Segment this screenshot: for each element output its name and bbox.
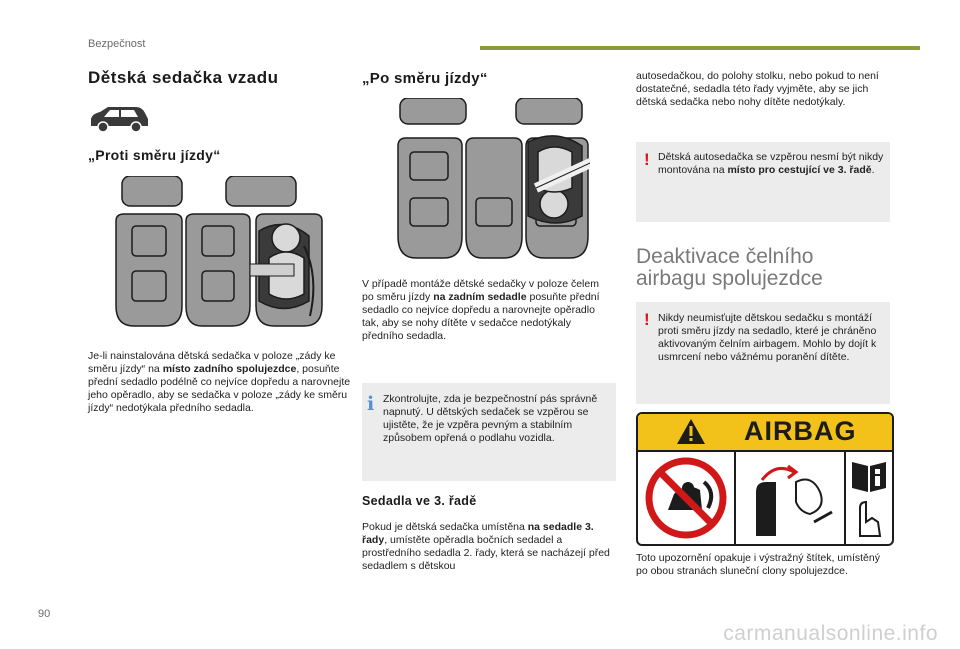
subtitle-rear-facing: „Proti směru jízdy“ bbox=[88, 147, 221, 163]
warning-icon: ! bbox=[644, 310, 650, 329]
label-caption: Toto upozornění opakuje i výstražný štítek, umístěný po obou stranách sluneční clony spolujezdce. bbox=[636, 552, 880, 577]
warning-box-airbag bbox=[636, 302, 890, 404]
rear-facing-paragraph: Je-li nainstalována dětská sedačka v poloze „zády ke směru jízdy“ na místo zadního spolujezdce, posuňte přední sedadlo podélně co nejvíce dopředu a narovnejte jeho opěradlo, aby se sedačka v poloze „zády ke směru jízdy“ nedotýkala předního sedadla. bbox=[88, 350, 351, 414]
section-label: Bezpečnost bbox=[88, 38, 146, 50]
warning-box-third-row bbox=[636, 142, 890, 222]
subtitle-third-row: Sedadla ve 3. řadě bbox=[362, 494, 477, 508]
header-accent-bar bbox=[480, 46, 920, 50]
page-number: 90 bbox=[38, 608, 51, 620]
third-row-paragraph: Pokud je dětská sedačka umístěna na sedadle 3. řady, umístěte opěradla bočních sedadel a prostředního sedadla 2. řady, která se nacházejí před sedadlem s dětskou bbox=[362, 521, 610, 572]
forward-facing-seats-figure bbox=[396, 98, 590, 264]
info-note-box bbox=[362, 383, 616, 481]
airbag-section-title: Deaktivace čelního airbagu spolujezdce bbox=[636, 245, 823, 290]
info-icon: i bbox=[367, 393, 375, 415]
warning-triangle-icon bbox=[676, 418, 706, 445]
subtitle-forward-facing: „Po směru jízdy“ bbox=[362, 70, 488, 87]
page-title: Dětská sedačka vzadu bbox=[88, 68, 279, 87]
airbag-label-text: AIRBAG bbox=[744, 416, 857, 446]
airbag-warning-label bbox=[636, 412, 894, 546]
forward-facing-paragraph: V případě montáže dětské sedačky v poloze čelem po směru jízdy na zadním sedadle posuňte přední sedadlo co nejvíce dopředu a narovnejte opěradlo tak, aby se nohy dítěte v sedačce nedotýkaly předního sedadla. bbox=[362, 278, 600, 342]
continued-paragraph: autosedačkou, do polohy stolku, nebo pokud to není dostatečné, sedadla této řady vyjměte, aby se jich dětská sedačka nebo nohy dítěte nedotýkaly. bbox=[636, 70, 879, 108]
info-note-text: Zkontrolujte, zda je bezpečnostní pás správně napnutý. U dětských sedaček se vzpěrou se ujistěte, že je vzpěra pevným a stabilním způsobem opřená o podlahu vozidla. bbox=[383, 393, 598, 444]
no-rear-facing-seat-pictogram bbox=[638, 452, 736, 544]
watermark: carmanualsonline.info bbox=[723, 622, 938, 645]
warning-text-third-row: Dětská autosedačka se vzpěrou nesmí být nikdy montována na místo pro cestující ve 3. řadě. bbox=[658, 151, 884, 176]
airbag-deploy-icon bbox=[736, 452, 844, 544]
airbag-deploy-pictogram bbox=[736, 452, 846, 544]
prohibited-child-seat-icon bbox=[638, 452, 734, 544]
car-icon bbox=[88, 104, 152, 134]
read-manual-pictogram bbox=[846, 452, 892, 544]
airbag-label-header bbox=[638, 414, 892, 452]
manual-book-icon bbox=[846, 452, 892, 544]
rear-facing-seats-figure bbox=[114, 176, 332, 336]
warning-text-airbag: Nikdy neumisťujte dětskou sedačku s montáží proti směru jízdy na sedadlo, které je chráněno aktivovaným čelním airbagem. Mohlo by dojít k usmrcení nebo vážnému poranění dítěte. bbox=[658, 312, 877, 363]
warning-icon: ! bbox=[644, 150, 650, 169]
